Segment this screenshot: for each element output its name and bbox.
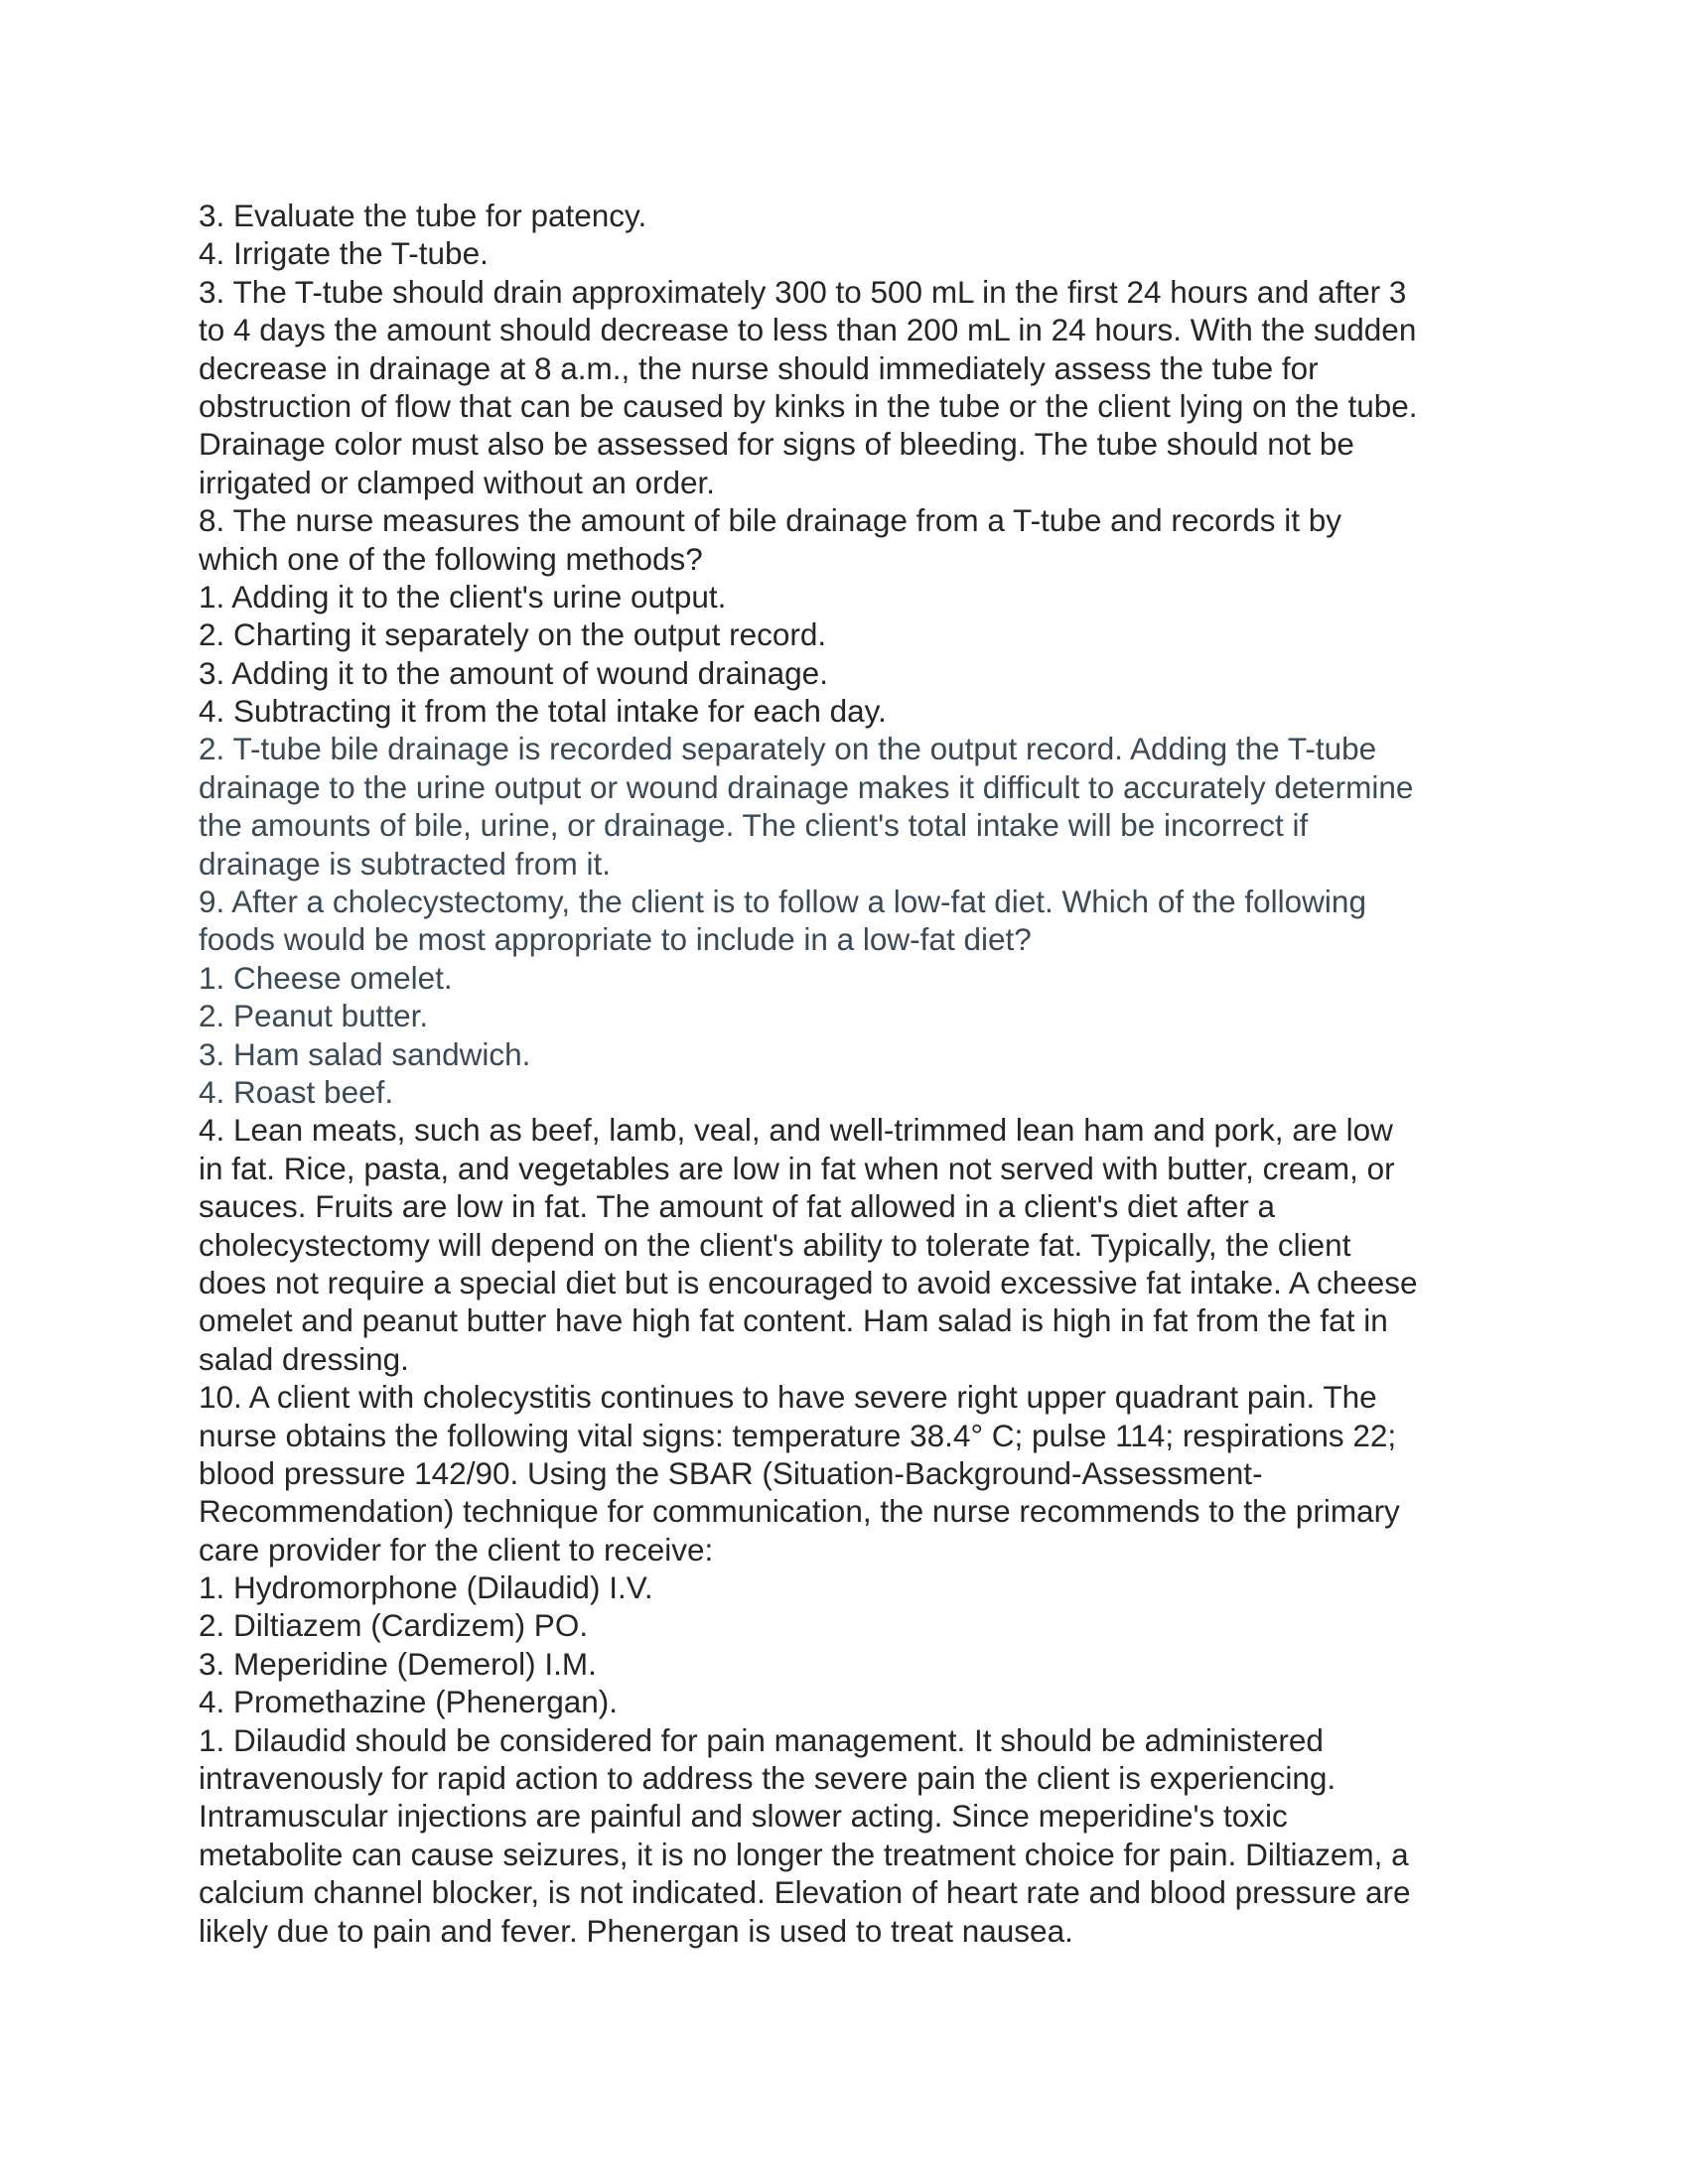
rationale-paragraph xyxy=(199,1721,1529,1950)
text-line: 1. Dilaudid should be considered for pain management. It should be administered xyxy=(199,1721,1324,1758)
text-line: 2. Diltiazem (Cardizem) PO. xyxy=(199,1607,589,1644)
text-line: drainage to the urine output or wound drainage makes it difficult to accurately determine xyxy=(199,768,1414,805)
text-line: 1. Hydromorphone (Dilaudid) I.V. xyxy=(199,1570,653,1606)
option-item xyxy=(199,1035,1529,1073)
text-line: the amounts of bile, urine, or drainage. The client's total intake will be incorrect if xyxy=(199,807,1309,844)
text-line: 4. Promethazine (Phenergan). xyxy=(199,1684,618,1720)
document-page xyxy=(199,197,1529,1950)
text-line: blood pressure 142/90. Using the SBAR (Situation-Background-Assessment- xyxy=(199,1454,1263,1491)
text-line: care provider for the client to receive: xyxy=(199,1531,714,1568)
text-line: 3. Meperidine (Demerol) I.M. xyxy=(199,1645,597,1682)
rationale-paragraph xyxy=(199,730,1529,883)
text-line: irrigated or clamped without an order. xyxy=(199,464,716,500)
text-line: 2. T-tube bile drainage is recorded separately on the output record. Adding the T-tube xyxy=(199,731,1377,767)
option-item xyxy=(199,1683,1529,1720)
text-line: Drainage color must also be assessed for signs of bleeding. The tube should not be xyxy=(199,426,1354,463)
option-item xyxy=(199,1645,1529,1683)
option-item xyxy=(199,1073,1529,1111)
text-line: 1. Adding it to the client's urine output. xyxy=(199,578,727,614)
text-line: metabolite can cause seizures, it is no longer the treatment choice for pain. Diltiazem, a xyxy=(199,1836,1409,1872)
option-item xyxy=(199,654,1529,692)
text-line: calcium channel blocker, is not indicated. Elevation of heart rate and blood pressure are xyxy=(199,1874,1411,1911)
option-item xyxy=(199,197,1529,234)
text-line: 9. After a cholecystectomy, the client is to follow a low-fat diet. Which of the following xyxy=(199,884,1366,920)
text-line: intravenously for rapid action to address the severe pain the client is experiencing. xyxy=(199,1760,1336,1797)
text-line: foods would be most appropriate to include in a low-fat diet? xyxy=(199,921,1032,958)
question-paragraph xyxy=(199,501,1529,578)
text-line: 3. Evaluate the tube for patency. xyxy=(199,198,647,233)
text-line: decrease in drainage at 8 a.m., the nurse should immediately assess the tube for xyxy=(199,349,1319,386)
text-line: to 4 days the amount should decrease to less than 200 mL in 24 hours. With the sudden xyxy=(199,312,1417,348)
text-line: 1. Cheese omelet. xyxy=(199,959,453,996)
option-item xyxy=(199,234,1529,272)
rationale-paragraph xyxy=(199,273,1529,501)
text-line: does not require a special diet but is encouraged to avoid excessive fat intake. A cheese xyxy=(199,1264,1418,1300)
question-paragraph xyxy=(199,1378,1529,1569)
text-line: Intramuscular injections are painful and slower acting. Since meperidine's toxic xyxy=(199,1798,1288,1835)
option-item xyxy=(199,1569,1529,1606)
text-line: 4. Irrigate the T-tube. xyxy=(199,235,489,272)
text-line: in fat. Rice, pasta, and vegetables are low in fat when not served with butter, cream, or xyxy=(199,1150,1395,1186)
text-line: 8. The nurse measures the amount of bile drainage from a T-tube and records it by xyxy=(199,502,1341,539)
option-item xyxy=(199,615,1529,653)
text-line: 2. Peanut butter. xyxy=(199,998,429,1034)
text-line: which one of the following methods? xyxy=(199,540,703,577)
text-line: 3. Ham salad sandwich. xyxy=(199,1035,531,1072)
text-line: likely due to pain and fever. Phenergan is used to treat nausea. xyxy=(199,1912,1073,1949)
text-line: 4. Subtracting it from the total intake for each day. xyxy=(199,693,887,730)
option-item xyxy=(199,1606,1529,1644)
text-line: Recommendation) technique for communication, the nurse recommends to the primary xyxy=(199,1493,1400,1530)
rationale-paragraph xyxy=(199,1111,1529,1378)
text-line: 4. Roast beef. xyxy=(199,1073,394,1110)
option-item xyxy=(199,578,1529,615)
text-line: omelet and peanut butter have high fat content. Ham salad is high in fat from the fat in xyxy=(199,1302,1388,1339)
text-line: nurse obtains the following vital signs: temperature 38.4° C; pulse 114; respirations 22; xyxy=(199,1417,1397,1453)
text-line: 4. Lean meats, such as beef, lamb, veal, and well-trimmed lean ham and pork, are low xyxy=(199,1112,1393,1149)
option-item xyxy=(199,692,1529,730)
text-line: sauces. Fruits are low in fat. The amount of fat allowed in a client's diet after a xyxy=(199,1188,1275,1225)
text-line: salad dressing. xyxy=(199,1340,409,1377)
option-item xyxy=(199,997,1529,1034)
text-line: 2. Charting it separately on the output record. xyxy=(199,616,827,653)
text-line: drainage is subtracted from it. xyxy=(199,845,611,882)
text-line: obstruction of flow that can be caused by kinks in the tube or the client lying on the tube. xyxy=(199,387,1418,424)
text-line: cholecystectomy will depend on the client's ability to tolerate fat. Typically, the client xyxy=(199,1226,1351,1263)
text-line: 3. Adding it to the amount of wound drainage. xyxy=(199,654,828,691)
question-paragraph xyxy=(199,883,1529,959)
text-line: 10. A client with cholecystitis continues to have severe right upper quadrant pain. The xyxy=(199,1379,1377,1416)
text-line: 3. The T-tube should drain approximately 300 to 500 mL in the first 24 hours and after 3 xyxy=(199,273,1407,310)
option-item xyxy=(199,959,1529,997)
